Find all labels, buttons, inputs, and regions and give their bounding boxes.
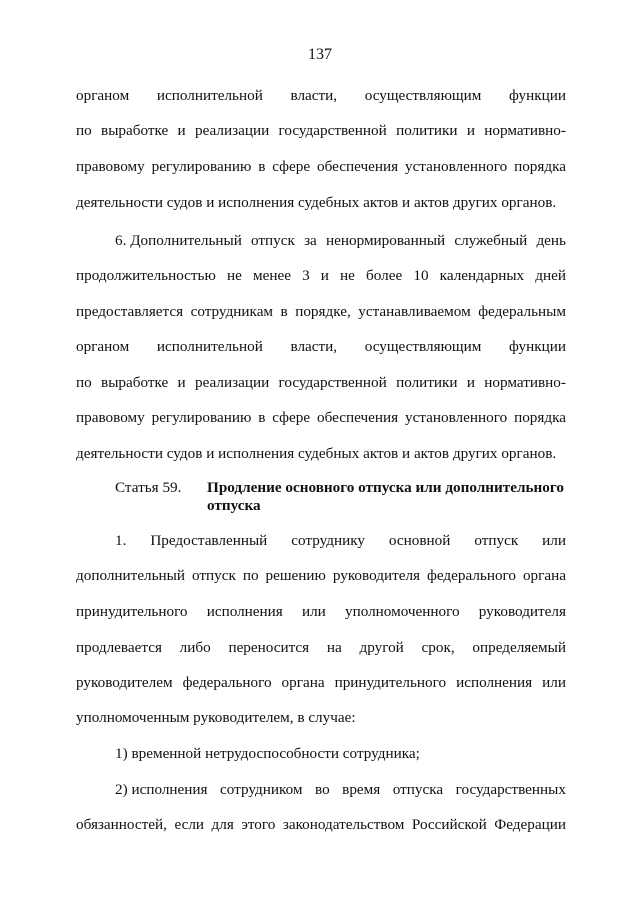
word: сфере [272, 409, 311, 426]
text-line [76, 815, 566, 835]
text-line [76, 337, 566, 357]
word: переносится [228, 639, 310, 656]
word: 6. Дополнительный [115, 232, 242, 249]
word: обеспечения [316, 409, 399, 426]
word: осуществляющим [364, 338, 482, 355]
word: основной [388, 532, 451, 549]
word: нормативно- [484, 374, 566, 391]
word: более [366, 267, 403, 284]
word: исполнения [206, 603, 283, 620]
word: и [177, 374, 186, 391]
article-title: Продление основного отпуска или дополнительного отпуска [207, 479, 565, 514]
word: время [342, 781, 381, 798]
word: или [542, 674, 566, 691]
word: отпуска [392, 781, 444, 798]
word: по [76, 122, 92, 139]
word: уполномоченного [344, 603, 460, 620]
word: власти, [290, 87, 338, 104]
word: служебный [454, 232, 528, 249]
word: органом [76, 87, 130, 104]
word: продолжительностью [76, 267, 216, 284]
word: государственной [278, 374, 387, 391]
text-line [76, 638, 566, 658]
word: менее [252, 267, 291, 284]
word: обеспечения [316, 158, 399, 175]
word: день [536, 232, 566, 249]
word: продлевается [76, 639, 162, 656]
word: реализации [194, 374, 270, 391]
word: государственных [455, 781, 566, 798]
text-line [76, 302, 566, 322]
text-line [76, 266, 566, 286]
text-line [115, 531, 566, 551]
word: срок, [421, 639, 455, 656]
word: обязанностей, [76, 816, 167, 833]
word: или [542, 532, 566, 549]
word: и [320, 267, 329, 284]
text-line [76, 121, 566, 141]
text-line [76, 157, 566, 177]
word: предоставляется [76, 303, 184, 320]
text-line: деятельности судов и исполнения судебных актов и актов других органов. [76, 194, 557, 211]
word: выработке [101, 374, 169, 391]
word: установленного [404, 409, 508, 426]
text-line [76, 602, 566, 622]
word: федерального [427, 567, 516, 584]
page-number: 137 [308, 46, 332, 63]
word: в [258, 409, 266, 426]
word: органа [281, 674, 325, 691]
word: не [340, 267, 355, 284]
word: сотрудникам [190, 303, 274, 320]
word: власти, [290, 338, 338, 355]
text-line [76, 673, 566, 693]
word: органа [522, 567, 566, 584]
word: решению [265, 567, 326, 584]
word: порядке, [295, 303, 351, 320]
word: руководителя [478, 603, 566, 620]
word: в [280, 303, 288, 320]
word: руководителя [332, 567, 421, 584]
word: федерального [182, 674, 272, 691]
word: или [301, 603, 326, 620]
text-line [76, 86, 566, 106]
word: календарных [439, 267, 525, 284]
word: на [326, 639, 342, 656]
word: Российской [411, 816, 487, 833]
word: устанавливаемом [358, 303, 471, 320]
word: федеральным [478, 303, 566, 320]
word: государственной [278, 122, 387, 139]
word: и [466, 122, 475, 139]
word: выработке [101, 122, 169, 139]
word: исполнительной [156, 87, 263, 104]
word: исполнительной [156, 338, 263, 355]
word: отпуск [474, 532, 519, 549]
word: отпуск [191, 567, 236, 584]
text-line: деятельности судов и исполнения судебных актов и актов других органов. [76, 445, 557, 462]
word: и [177, 122, 186, 139]
word: установленного [404, 158, 508, 175]
word: если [174, 816, 205, 833]
word: нормативно- [484, 122, 566, 139]
word: осуществляющим [364, 87, 482, 104]
text-line [115, 780, 566, 800]
word: 3 [302, 267, 310, 284]
word: дней [535, 267, 566, 284]
list-item: 1) временной нетрудоспособности сотрудника; [115, 745, 420, 762]
word: исполнения [456, 674, 533, 691]
word: политики [396, 122, 458, 139]
word: либо [179, 639, 211, 656]
word: сотруднику [291, 532, 365, 549]
word: порядка [514, 158, 566, 175]
word: не [226, 267, 242, 284]
word: 2) исполнения [115, 781, 208, 798]
word: реализации [194, 122, 270, 139]
word: другой [359, 639, 404, 656]
text-line [76, 408, 566, 428]
word: за [304, 232, 317, 249]
word: органом [76, 338, 130, 355]
text-line: уполномоченным руководителем, в случае: [76, 709, 356, 726]
word: регулированию [151, 409, 252, 426]
word: для [211, 816, 234, 833]
word: по [76, 374, 92, 391]
word: по [242, 567, 259, 584]
article-label: Статья 59. [115, 479, 182, 496]
word: функции [509, 87, 566, 104]
word: Предоставленный [150, 532, 268, 549]
word: правовому [76, 409, 145, 426]
word: принудительного [334, 674, 447, 691]
word: руководителем [76, 674, 173, 691]
word: регулированию [151, 158, 252, 175]
word: и [466, 374, 475, 391]
text-line [115, 231, 566, 251]
word: сфере [272, 158, 311, 175]
word: этого [241, 816, 276, 833]
word: принудительного [76, 603, 188, 620]
text-line [76, 373, 566, 393]
word: 1. [115, 532, 127, 549]
word: определяемый [472, 639, 566, 656]
word: во [315, 781, 330, 798]
word: законодательством [282, 816, 405, 833]
word: политики [396, 374, 458, 391]
word: дополнительный [76, 567, 186, 584]
word: порядка [514, 409, 566, 426]
word: 10 [413, 267, 429, 284]
word: сотрудником [220, 781, 303, 798]
word: в [258, 158, 266, 175]
word: Федерации [494, 816, 566, 833]
word: функции [509, 338, 566, 355]
word: ненормированный [325, 232, 446, 249]
word: правовому [76, 158, 145, 175]
word: отпуск [251, 232, 295, 249]
text-line [76, 566, 566, 586]
